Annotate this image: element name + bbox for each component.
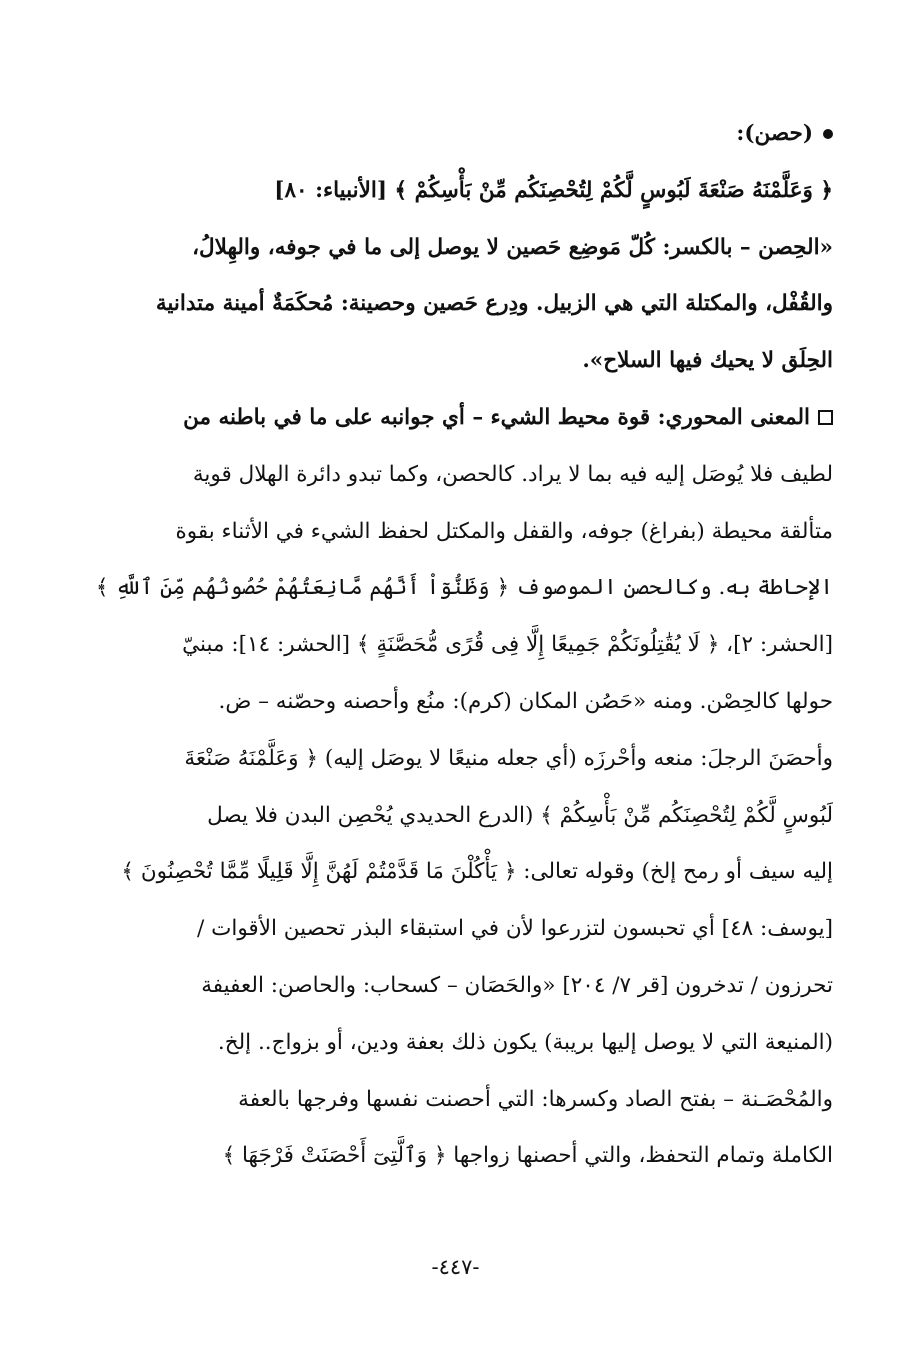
body-line: لطيف فلا يُوصَل إليه فيه بما لا يراد. كالحصن، وكما تبدو دائرة الهلال قوية	[192, 461, 833, 487]
body-line: وأحصَنَ الرجلَ: منعه وأحْرزَه (أي جعله منيعًا لا يوصَل إليه) ﴿ وَعَلَّمْنَهُ صَنْعَةَ	[184, 745, 833, 771]
body-line: [يوسف: ٤٨] أي تحبسون لتزرعوا لأن في استبقاء البذر تحصين الأقوات /	[197, 916, 833, 942]
square-bullet-icon	[818, 410, 833, 425]
body-line: [الحشر: ٢]، ﴿ لَا يُقَٰتِلُونَكُمْ جَمِيعًا إِلَّا فِى قُرًى مُّحَصَّنَةٍ ﴾ [الحشر: ١٤]: مبنيّ	[182, 632, 833, 658]
entry-heading	[95, 106, 833, 163]
core-meaning-text: المعنى المحوري: قوة محيط الشيء – أي جوانبه على ما في باطنه من	[183, 404, 810, 430]
body-line: (المنيعة التي لا يوصل إليها بريبة) يكون ذلك بعفة ودين، أو بزواج.. إلخ.	[217, 1029, 833, 1055]
body-line: «الحِصن – بالكسر: كُلّ مَوضِع حَصين لا يوصل إلى ما في جوفه، والهِلالُ،	[192, 234, 833, 260]
entry-verse: ﴿ وَعَلَّمْنَهُ صَنْعَةَ لَبُوسٍ لَّكُمْ لِتُحْصِنَكُم مِّنْ بَأْسِكُمْ ﴾ [الأنبياء: ٨٠]	[274, 177, 833, 203]
body-line: والقُفْل، والمكتلة التي هي الزبيل. ودِرع حَصين وحصينة: مُحكَمَةٌ أمينة متدانية	[155, 291, 833, 317]
body-line: حولها كالحِصْن. ومنه «حَصُن المكان (كرم): منُع وأحصنه وحصّنه – ض.	[218, 688, 833, 714]
body-line: متألقة محيطة (بفراغ) جوفه، والقفل والمكتل لحفظ الشيء في الأثناء بقوة	[175, 518, 833, 544]
body-line: والمُحْصَـنة – بفتح الصاد وكسرها: التي أحصنت نفسها وفرجها بالعفة	[238, 1086, 833, 1112]
core-meaning-line	[95, 390, 833, 447]
body-line: الكاملة وتمام التحفظ، والتي أحصنها زواجها ﴿ وَٱلَّتِىٓ أَحْصَنَتْ فَرْجَهَا ﴾	[222, 1143, 833, 1169]
body-line: الحِلَق لا يحيك فيها السلاح».	[582, 348, 833, 374]
body-line: تحرزون / تدخرون [قر ٧/ ٢٠٤] «والحَصَان – كسحاب: والحاصن: العفيفة	[201, 972, 833, 998]
body-line: إليه سيف أو رمح إلخ) وقوله تعالى: ﴿ يَأْكُلْنَ مَا قَدَّمْتُمْ لَهُنَّ إِلَّا قَلِيلًا مِّمَّا تُحْصِنُونَ ﴾	[121, 859, 833, 885]
bullet-icon	[823, 129, 833, 139]
body-line: لَبُوسٍ لَّكُمْ لِتُحْصِنَكُم مِّنْ بَأْسِكُمْ ﴾ (الدرع الحديدي يُحْصِن البدن فلا يصل	[207, 802, 833, 828]
body-line: الإحاطة به. وكالحصن الموصوف ﴿ وَظَنُّوٓاْ أَنَّهُم مَّانِعَتُهُمْ حُصُونُهُم مِّنَ ٱللَّهِ ﴾	[95, 575, 833, 601]
page-number: -٤٤٧-	[431, 1255, 480, 1279]
entry-text-block	[95, 106, 833, 1185]
entry-heading-text: (حصن):	[736, 121, 813, 146]
